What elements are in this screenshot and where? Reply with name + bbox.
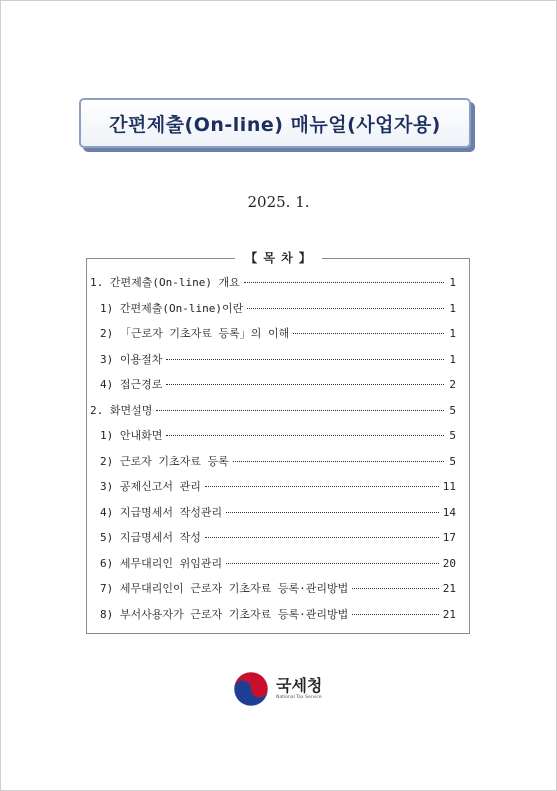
toc-entry-page: 11 bbox=[442, 480, 456, 493]
toc-entry bbox=[90, 453, 456, 479]
toc-entry bbox=[90, 300, 456, 326]
toc-entry-label: 1. 간편제출(On-line) 개요 bbox=[90, 276, 240, 289]
toc-entry bbox=[90, 606, 456, 632]
toc-entry bbox=[90, 376, 456, 402]
toc-entry-leader bbox=[205, 537, 439, 538]
toc-entry-leader bbox=[166, 384, 444, 385]
toc-entry bbox=[90, 325, 456, 351]
nts-logo bbox=[233, 671, 322, 707]
toc-entry-label: 2) 「근로자 기초자료 등록」의 이해 bbox=[100, 327, 290, 340]
toc-entry bbox=[90, 351, 456, 377]
toc-entry-leader bbox=[166, 435, 444, 436]
toc-entry-leader bbox=[233, 461, 444, 462]
toc-entry-leader bbox=[352, 588, 438, 589]
toc-entry-page: 1 bbox=[449, 352, 456, 366]
toc-entry-leader bbox=[226, 563, 439, 564]
toc-entry-leader bbox=[293, 333, 444, 334]
toc-heading-text: 【 목 차 】 bbox=[235, 251, 322, 265]
toc-entry-page: 14 bbox=[442, 505, 456, 519]
toc-entry-page: 2 bbox=[449, 378, 456, 391]
toc-entry bbox=[90, 427, 456, 453]
toc-entry-leader bbox=[226, 512, 439, 513]
toc-entry bbox=[90, 478, 456, 504]
toc-entry-label: 2) 근로자 기초자료 등록 bbox=[100, 454, 229, 468]
toc-entry bbox=[90, 504, 456, 530]
document-date: 2025. 1. bbox=[247, 193, 310, 211]
toc-entry-page: 21 bbox=[442, 582, 456, 595]
toc-entry-label: 3) 공제신고서 관리 bbox=[100, 480, 201, 493]
toc-entry-page: 20 bbox=[442, 556, 456, 570]
toc-entry-page: 1 bbox=[449, 276, 456, 289]
toc-list bbox=[90, 274, 456, 631]
toc-entry-label: 1) 안내화면 bbox=[100, 429, 163, 442]
toc-entry bbox=[90, 580, 456, 606]
toc-entry-label: 4) 접근경로 bbox=[100, 378, 163, 391]
toc-entry bbox=[90, 274, 456, 300]
toc-entry-leader bbox=[166, 359, 444, 360]
toc-entry-label: 3) 이용절차 bbox=[100, 352, 163, 366]
toc-entry-page: 1 bbox=[449, 327, 456, 340]
toc-entry-page: 21 bbox=[442, 607, 456, 621]
toc-entry-label: 2. 화면설명 bbox=[90, 403, 153, 417]
toc-entry-page: 17 bbox=[442, 531, 456, 544]
toc-entry bbox=[90, 402, 456, 428]
toc-entry bbox=[90, 555, 456, 581]
toc-entry-leader bbox=[352, 614, 438, 615]
logo-name: 국세청 bbox=[276, 676, 323, 695]
toc-entry-label: 7) 세무대리인이 근로자 기초자료 등록·관리방법 bbox=[100, 582, 349, 595]
toc-entry-label: 1) 간편제출(On-line)이란 bbox=[100, 301, 244, 315]
logo-subtitle: National Tax Service bbox=[276, 695, 322, 700]
document-title: 간편제출(On-line) 매뉴얼(사업자용) bbox=[109, 113, 441, 136]
toc-entry-leader bbox=[247, 308, 444, 309]
toc-entry-leader bbox=[205, 486, 439, 487]
toc-entry-page: 5 bbox=[449, 454, 456, 468]
toc-heading bbox=[0, 247, 557, 266]
taegeuk-icon bbox=[233, 671, 269, 707]
toc-entry-label: 6) 세무대리인 위임관리 bbox=[100, 556, 223, 570]
toc-entry bbox=[90, 529, 456, 555]
toc-entry-page: 5 bbox=[449, 429, 456, 442]
toc-entry-label: 8) 부서사용자가 근로자 기초자료 등록·관리방법 bbox=[100, 607, 349, 621]
toc-entry-leader bbox=[244, 282, 444, 283]
toc-entry-label: 5) 지급명세서 작성 bbox=[100, 531, 201, 544]
title-box bbox=[79, 98, 471, 148]
toc-entry-page: 1 bbox=[449, 301, 456, 315]
toc-entry-page: 5 bbox=[449, 403, 456, 417]
toc-entry-label: 4) 지급명세서 작성관리 bbox=[100, 505, 223, 519]
toc-entry-leader bbox=[156, 410, 444, 411]
